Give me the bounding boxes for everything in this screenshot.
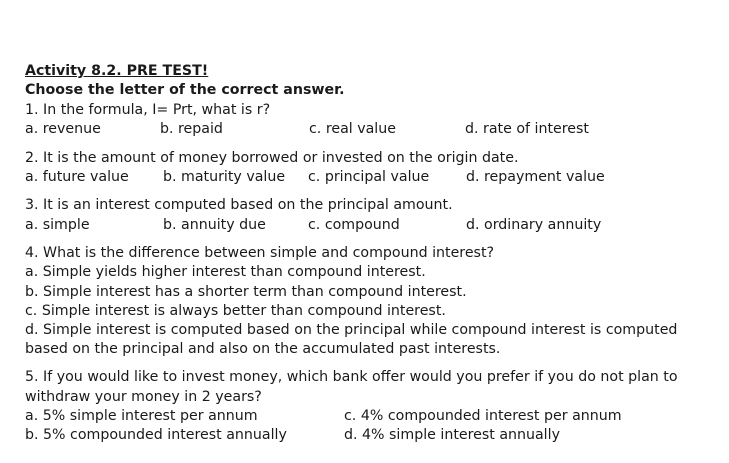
options-row: [25, 407, 729, 426]
option-b[interactable]: b. 5% compounded interest annually: [25, 427, 287, 444]
question-5: [25, 368, 729, 446]
options-row: [25, 120, 729, 139]
option-c[interactable]: c. compound: [308, 216, 400, 233]
option-a[interactable]: a. revenue: [25, 121, 101, 138]
options-row: [25, 426, 729, 445]
option-b[interactable]: b. maturity value: [163, 168, 286, 185]
option-d[interactable]: d. rate of interest: [465, 121, 589, 138]
instruction: Choose the letter of the correct answer.: [25, 82, 345, 99]
question-stem-line-2: withdraw your money in 2 years?: [25, 388, 262, 405]
question-1: [25, 101, 729, 140]
option-c[interactable]: c. 4% compounded interest per annum: [344, 408, 622, 425]
question-2: [25, 149, 729, 188]
option-d[interactable]: d. 4% simple interest annually: [344, 427, 560, 444]
activity-title: Activity 8.2. PRE TEST!: [25, 63, 209, 79]
pretest-document: [25, 62, 729, 446]
question-stem-line-1: 5. If you would like to invest money, which bank offer would you prefer if you do not plan to: [25, 369, 678, 386]
question-stem: 2. It is the amount of money borrowed or invested on the origin date.: [25, 149, 519, 166]
option-b[interactable]: b. annuity due: [163, 216, 266, 233]
option-d-continuation: based on the principal and also on the accumulated past interests.: [25, 341, 501, 358]
option-c[interactable]: c. Simple interest is always better than compound interest.: [25, 302, 446, 319]
question-3: [25, 196, 729, 235]
option-c[interactable]: c. real value: [309, 121, 396, 138]
option-a[interactable]: a. Simple yields higher interest than compound interest.: [25, 264, 426, 281]
question-stem: 3. It is an interest computed based on the principal amount.: [25, 197, 453, 214]
question-stem: 4. What is the difference between simple and compound interest?: [25, 245, 495, 262]
option-d[interactable]: d. Simple interest is computed based on the principal while compound interest is computed: [25, 321, 678, 338]
option-b[interactable]: b. repaid: [160, 121, 223, 138]
option-c[interactable]: c. principal value: [308, 168, 430, 185]
options-row: [25, 168, 729, 187]
option-a[interactable]: a. future value: [25, 168, 129, 185]
option-d[interactable]: d. ordinary annuity: [466, 216, 602, 233]
option-b[interactable]: b. Simple interest has a shorter term than compound interest.: [25, 283, 467, 300]
option-d[interactable]: d. repayment value: [466, 168, 605, 185]
question-4: [25, 244, 729, 359]
option-a[interactable]: a. 5% simple interest per annum: [25, 408, 258, 425]
question-stem: 1. In the formula, I= Prt, what is r?: [25, 101, 271, 118]
options-row: [25, 216, 729, 235]
option-a[interactable]: a. simple: [25, 216, 90, 233]
